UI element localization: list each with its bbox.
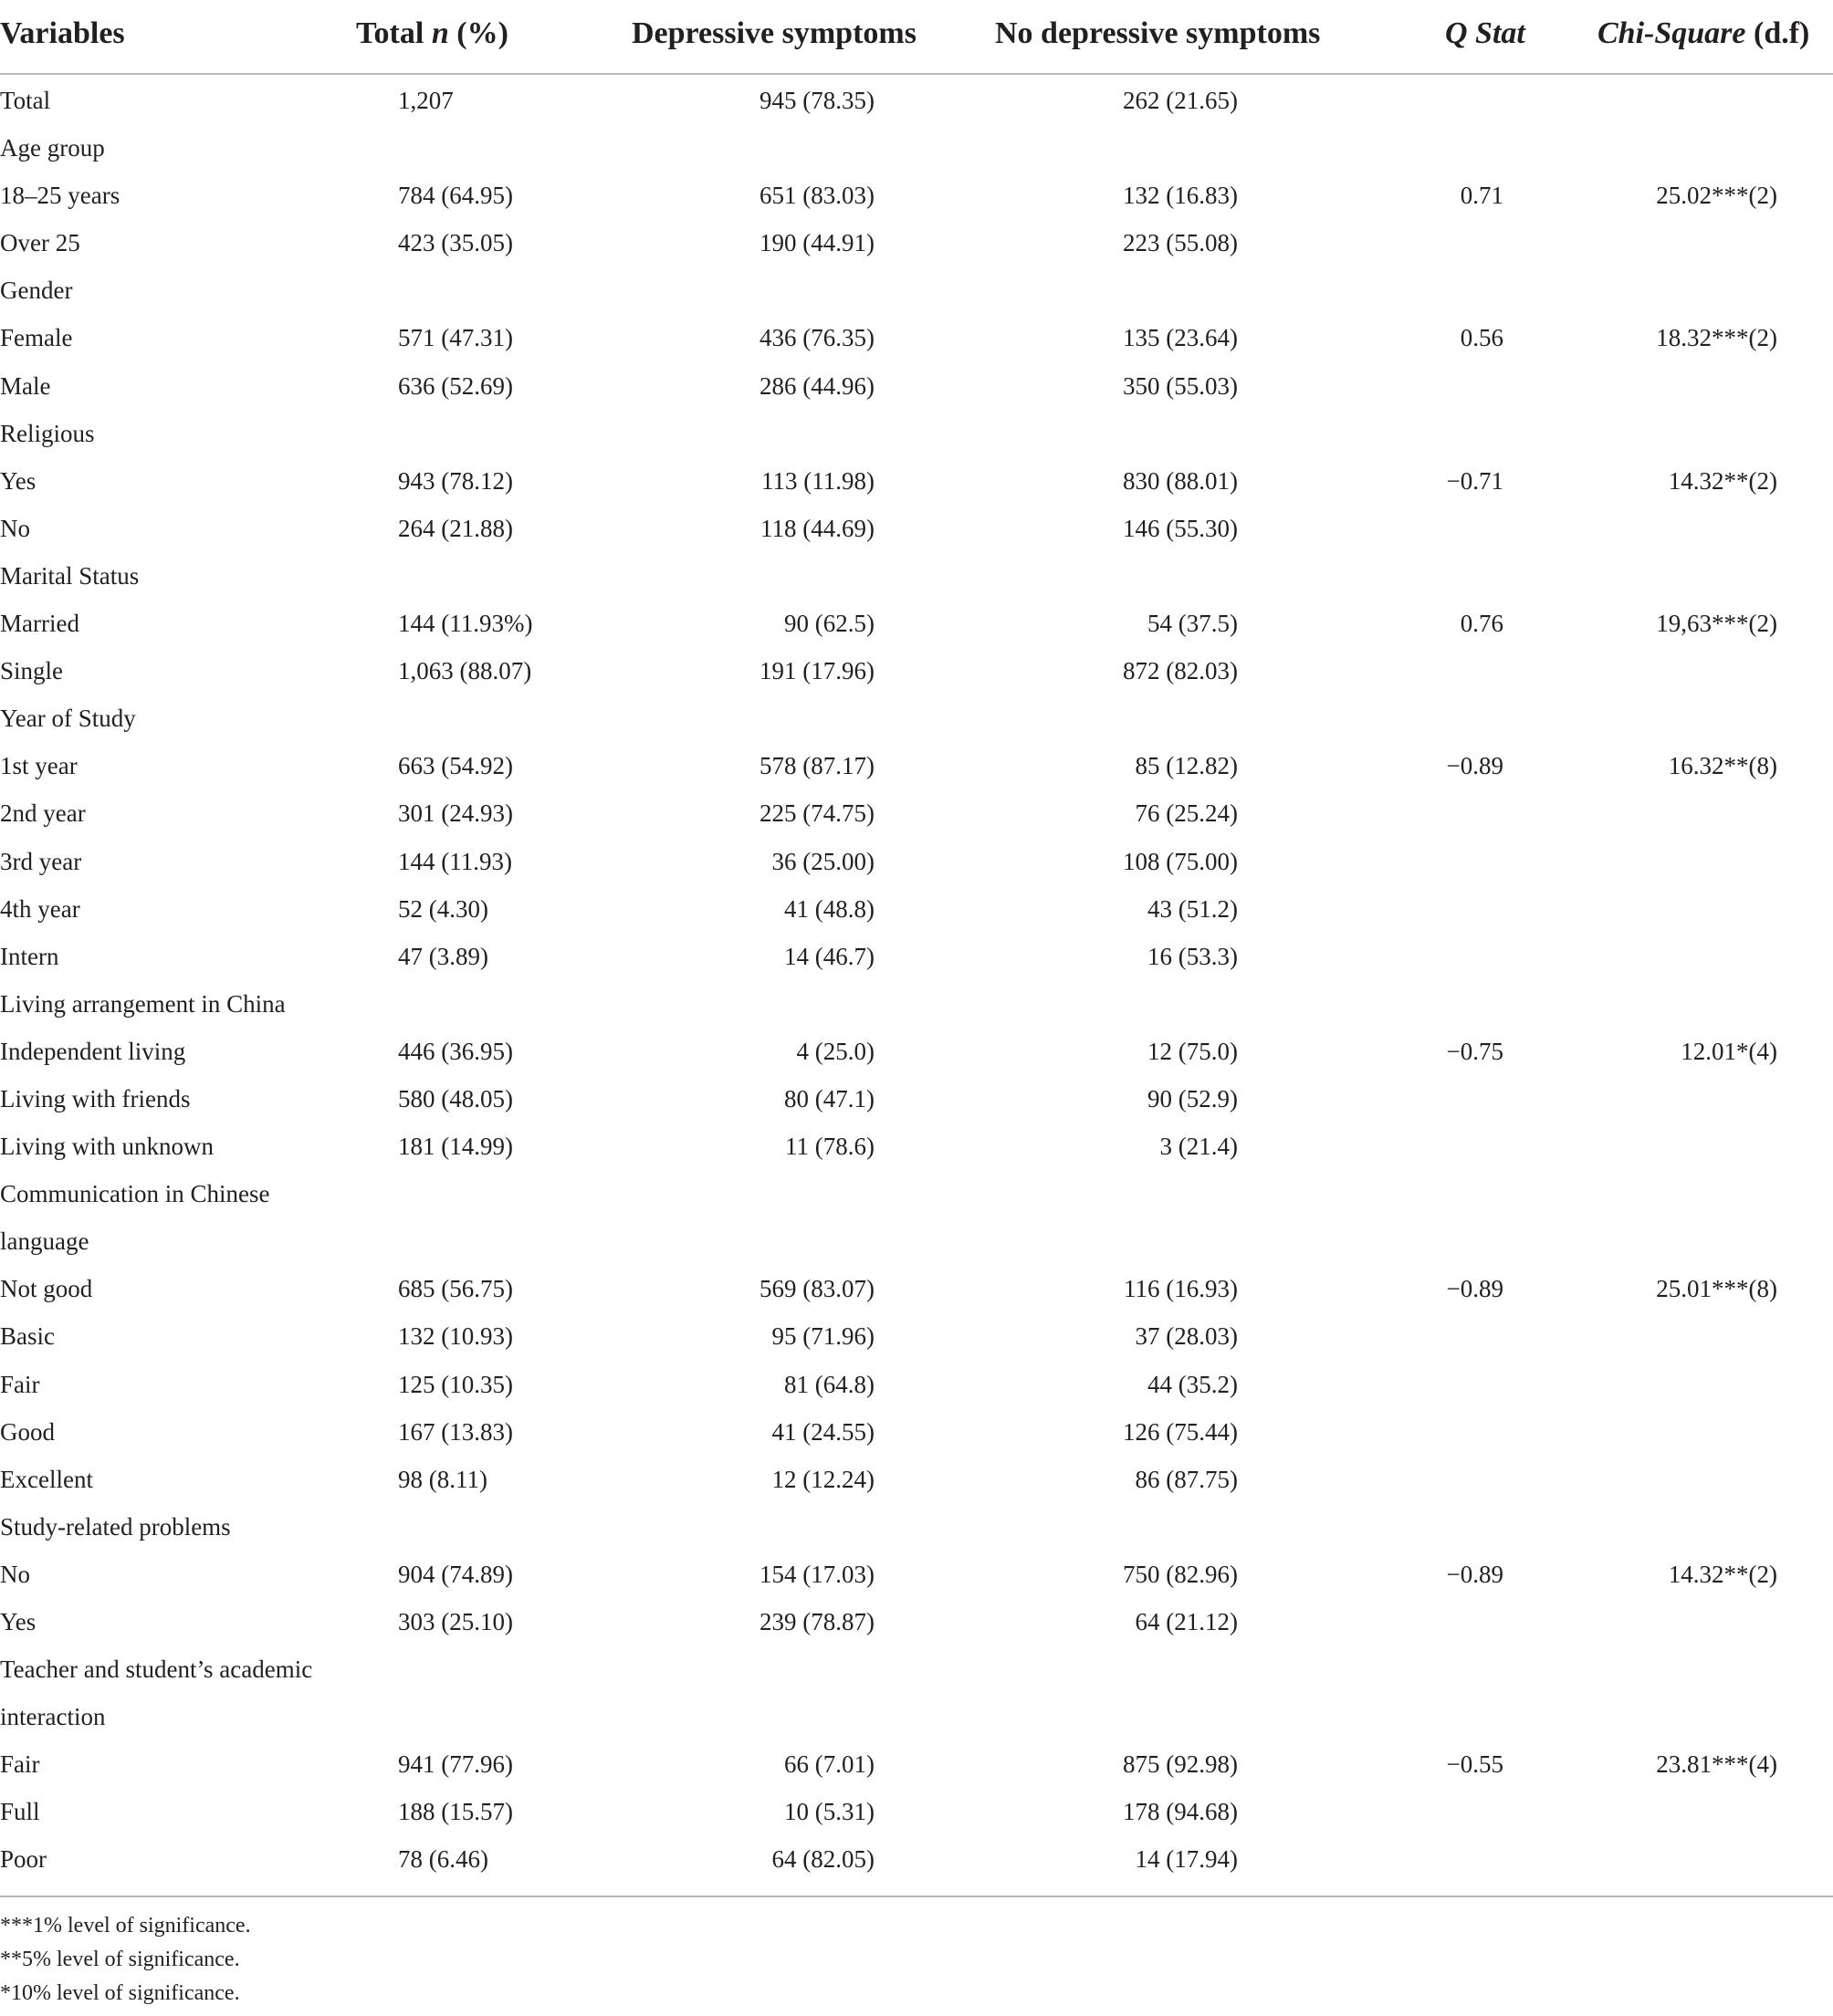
- cell-chi-square: 14.32**(2): [1668, 1560, 1777, 1588]
- cell-variable: Yes: [0, 466, 37, 495]
- cell-total: 663 (54.92): [398, 752, 513, 780]
- cell-no-depressive: 12 (75.0): [1147, 1037, 1238, 1065]
- cell-chi-square: 25.02***(2): [1656, 182, 1777, 210]
- cell-variable: Living arrangement in China: [0, 989, 286, 1018]
- cell-total: 941 (77.96): [398, 1750, 513, 1779]
- cell-depressive: 569 (83.07): [759, 1275, 875, 1303]
- cell-variable: Total: [0, 87, 51, 114]
- table-row: [0, 124, 1833, 172]
- cell-no-depressive: 3 (21.4): [1159, 1133, 1238, 1161]
- cell-variable: 4th year: [0, 894, 80, 923]
- cell-variable: Teacher and student’s academic: [0, 1656, 313, 1684]
- table-row: [0, 838, 1833, 885]
- cell-no-depressive: 16 (53.3): [1147, 942, 1238, 970]
- cell-no-depressive: 132 (16.83): [1123, 182, 1238, 210]
- table-row: [0, 1598, 1833, 1645]
- header-q-stat: Q Stat: [1445, 16, 1525, 50]
- cell-q-stat: −0.89: [1446, 752, 1503, 780]
- cell-total: 580 (48.05): [398, 1084, 513, 1112]
- table-row: [0, 742, 1833, 789]
- cell-total: 904 (74.89): [398, 1560, 513, 1588]
- cell-variable: Age group: [0, 134, 105, 162]
- cell-no-depressive: 54 (37.5): [1147, 610, 1238, 638]
- cell-total: 301 (24.93): [398, 799, 513, 828]
- cell-variable: Living with unknown: [0, 1133, 214, 1161]
- cell-variable: Full: [0, 1798, 40, 1826]
- cell-q-stat: −0.55: [1446, 1750, 1503, 1779]
- cell-total: 144 (11.93%): [398, 610, 533, 638]
- cell-chi-square: 16.32**(8): [1668, 752, 1777, 780]
- cell-variable: Independent living: [0, 1037, 186, 1065]
- cell-q-stat: 0.56: [1460, 324, 1503, 352]
- cell-total: 784 (64.95): [398, 182, 513, 210]
- cell-variable: Religious: [0, 419, 95, 447]
- table-row: [0, 1028, 1833, 1075]
- table-row: [0, 1361, 1833, 1408]
- cell-total: 1,207: [398, 87, 454, 114]
- cell-no-depressive: 135 (23.64): [1123, 324, 1238, 352]
- cell-no-depressive: 43 (51.2): [1147, 894, 1238, 923]
- table-row: [0, 1217, 1833, 1265]
- cell-depressive: 190 (44.91): [759, 229, 875, 257]
- cell-chi-square: 14.32**(2): [1668, 466, 1777, 495]
- cell-variable: Yes: [0, 1608, 37, 1635]
- cell-variable: Poor: [0, 1845, 47, 1874]
- cell-q-stat: 0.71: [1460, 182, 1503, 210]
- cell-variable: interaction: [0, 1703, 106, 1731]
- table-row: [0, 1551, 1833, 1598]
- table-row: [0, 457, 1833, 505]
- cell-variable: Single: [0, 657, 64, 685]
- cell-total: 167 (13.83): [398, 1417, 513, 1446]
- cell-no-depressive: 875 (92.98): [1123, 1750, 1238, 1779]
- table-row: [0, 266, 1833, 314]
- table-row: [0, 552, 1833, 600]
- cell-chi-square: 18.32***(2): [1656, 324, 1777, 352]
- cell-no-depressive: 350 (55.03): [1123, 371, 1238, 400]
- cell-depressive: 191 (17.96): [759, 657, 875, 685]
- table-row: [0, 1740, 1833, 1788]
- cell-depressive: 41 (48.8): [784, 894, 875, 923]
- cell-variable: Fair: [0, 1370, 40, 1398]
- cell-depressive: 80 (47.1): [784, 1084, 875, 1112]
- cell-q-stat: −0.75: [1446, 1037, 1503, 1065]
- footnotes: [0, 1909, 251, 2011]
- cell-variable: Intern: [0, 942, 59, 970]
- cell-depressive: 12 (12.24): [771, 1465, 875, 1493]
- cell-variable: 3rd year: [0, 847, 82, 875]
- cell-variable: Married: [0, 610, 79, 638]
- cell-no-depressive: 85 (12.82): [1135, 752, 1238, 780]
- cell-chi-square: 25.01***(8): [1656, 1275, 1777, 1303]
- table-row: [0, 1075, 1833, 1123]
- table-row: [0, 647, 1833, 695]
- cell-chi-square: 12.01*(4): [1681, 1037, 1777, 1065]
- cell-depressive: 118 (44.69): [760, 514, 875, 542]
- cell-total: 132 (10.93): [398, 1322, 513, 1351]
- cell-variable: Living with friends: [0, 1084, 191, 1112]
- cell-variable: Gender: [0, 277, 73, 305]
- table-row: [0, 505, 1833, 552]
- cell-total: 446 (36.95): [398, 1037, 513, 1065]
- table-row: [0, 789, 1833, 837]
- cell-no-depressive: 116 (16.93): [1124, 1275, 1238, 1303]
- cell-no-depressive: 126 (75.44): [1123, 1417, 1238, 1446]
- cell-no-depressive: 90 (52.9): [1147, 1084, 1238, 1112]
- cell-no-depressive: 86 (87.75): [1135, 1465, 1238, 1493]
- cell-depressive: 90 (62.5): [784, 610, 875, 638]
- cell-variable: Fair: [0, 1750, 40, 1779]
- table-row: [0, 1835, 1833, 1883]
- cell-variable: Good: [0, 1417, 55, 1446]
- cell-no-depressive: 872 (82.03): [1123, 657, 1238, 685]
- table-row: [0, 77, 1833, 124]
- cell-depressive: 95 (71.96): [771, 1322, 875, 1351]
- cell-no-depressive: 44 (35.2): [1147, 1370, 1238, 1398]
- cell-no-depressive: 37 (28.03): [1135, 1322, 1238, 1351]
- cell-depressive: 14 (46.7): [784, 942, 875, 970]
- cell-no-depressive: 750 (82.96): [1123, 1560, 1238, 1588]
- cell-total: 423 (35.05): [398, 229, 513, 257]
- cell-total: 264 (21.88): [398, 514, 513, 542]
- table-row: [0, 885, 1833, 933]
- cell-variable: Communication in Chinese: [0, 1180, 270, 1208]
- table-row: [0, 1503, 1833, 1551]
- cell-chi-square: 19,63***(2): [1656, 610, 1777, 638]
- cell-total: 47 (3.89): [398, 942, 488, 970]
- cell-no-depressive: 262 (21.65): [1123, 87, 1238, 114]
- cell-depressive: 286 (44.96): [759, 371, 875, 400]
- cell-no-depressive: 830 (88.01): [1123, 466, 1238, 495]
- cell-total: 181 (14.99): [398, 1133, 513, 1161]
- table-row: [0, 1693, 1833, 1740]
- table-header: [0, 0, 1833, 75]
- cell-total: 144 (11.93): [398, 847, 512, 875]
- cell-no-depressive: 76 (25.24): [1135, 799, 1238, 828]
- cell-variable: Year of Study: [0, 705, 136, 733]
- table-row: [0, 1312, 1833, 1360]
- cell-depressive: 154 (17.03): [759, 1560, 875, 1588]
- table-row: [0, 172, 1833, 219]
- cell-depressive: 113 (11.98): [761, 466, 875, 495]
- cell-total: 188 (15.57): [398, 1798, 513, 1826]
- cell-total: 125 (10.35): [398, 1370, 513, 1398]
- cell-depressive: 4 (25.0): [796, 1037, 875, 1065]
- cell-no-depressive: 108 (75.00): [1123, 847, 1238, 875]
- cell-depressive: 225 (74.75): [759, 799, 875, 828]
- table-row: [0, 695, 1833, 742]
- table-row: [0, 1788, 1833, 1835]
- footnote: ***1% level of significance.: [0, 1914, 251, 1938]
- header-depressive: Depressive symptoms: [632, 16, 916, 50]
- cell-variable: Not good: [0, 1275, 93, 1303]
- table-row: [0, 980, 1833, 1028]
- footnote: *10% level of significance.: [0, 1981, 240, 2005]
- cell-total: 78 (6.46): [398, 1845, 488, 1874]
- cell-q-stat: −0.71: [1446, 466, 1503, 495]
- cell-no-depressive: 146 (55.30): [1123, 514, 1238, 542]
- cell-no-depressive: 223 (55.08): [1123, 229, 1238, 257]
- table-row: [0, 600, 1833, 647]
- table-body: [0, 75, 1833, 1884]
- cell-depressive: 945 (78.35): [759, 87, 875, 114]
- cell-q-stat: −0.89: [1446, 1560, 1503, 1588]
- table-row: [0, 1265, 1833, 1312]
- header-variables: Variables: [0, 16, 125, 50]
- cell-variable: 1st year: [0, 752, 78, 780]
- cell-no-depressive: 64 (21.12): [1135, 1608, 1238, 1635]
- table-row: [0, 219, 1833, 266]
- table-row: [0, 410, 1833, 457]
- cell-depressive: 11 (78.6): [785, 1133, 875, 1161]
- cell-variable: Basic: [0, 1322, 55, 1351]
- cell-total: 1,063 (88.07): [398, 657, 532, 685]
- cell-variable: No: [0, 1560, 30, 1588]
- cell-no-depressive: 178 (94.68): [1123, 1798, 1238, 1826]
- cell-depressive: 651 (83.03): [759, 182, 875, 210]
- cell-variable: Marital Status: [0, 561, 140, 590]
- cell-depressive: 578 (87.17): [759, 752, 875, 780]
- cell-q-stat: 0.76: [1460, 610, 1503, 638]
- header-total: Total n (%): [356, 16, 508, 50]
- cell-depressive: 64 (82.05): [771, 1845, 875, 1874]
- cell-total: 943 (78.12): [398, 466, 513, 495]
- cell-variable: language: [0, 1227, 89, 1256]
- table-row: [0, 1456, 1833, 1503]
- cell-no-depressive: 14 (17.94): [1135, 1845, 1238, 1874]
- table-bottom-rule: [0, 1896, 1833, 1897]
- cell-depressive: 81 (64.8): [784, 1370, 875, 1398]
- cell-total: 571 (47.31): [398, 324, 513, 352]
- cell-total: 98 (8.11): [398, 1465, 487, 1493]
- cell-total: 636 (52.69): [398, 371, 513, 400]
- cell-depressive: 10 (5.31): [784, 1798, 875, 1826]
- table-row: [0, 1170, 1833, 1217]
- cell-total: 303 (25.10): [398, 1608, 513, 1635]
- cell-q-stat: −0.89: [1446, 1275, 1503, 1303]
- cell-depressive: 239 (78.87): [759, 1608, 875, 1635]
- cell-depressive: 41 (24.55): [771, 1417, 875, 1446]
- cell-variable: Male: [0, 371, 51, 400]
- table-row: [0, 1408, 1833, 1456]
- cell-variable: 18–25 years: [0, 182, 120, 210]
- cell-total: 52 (4.30): [398, 894, 488, 923]
- cell-variable: Excellent: [0, 1465, 93, 1493]
- cell-total: 685 (56.75): [398, 1275, 513, 1303]
- table-row: [0, 933, 1833, 980]
- cell-variable: Study-related problems: [0, 1512, 231, 1541]
- table-row: [0, 362, 1833, 410]
- cell-variable: Over 25: [0, 229, 80, 257]
- header-no-depressive: No depressive symptoms: [995, 16, 1321, 50]
- cell-chi-square: 23.81***(4): [1656, 1750, 1777, 1779]
- table-row: [0, 1123, 1833, 1170]
- header-chi-square: Chi-Square (d.f): [1597, 16, 1810, 50]
- cell-depressive: 36 (25.00): [771, 847, 875, 875]
- footnote: **5% level of significance.: [0, 1948, 240, 1971]
- cell-variable: Female: [0, 324, 73, 352]
- cell-variable: No: [0, 514, 30, 542]
- cell-depressive: 436 (76.35): [759, 324, 875, 352]
- table-row: [0, 1645, 1833, 1693]
- table-row: [0, 314, 1833, 361]
- cell-variable: 2nd year: [0, 799, 86, 828]
- cell-depressive: 66 (7.01): [784, 1750, 875, 1779]
